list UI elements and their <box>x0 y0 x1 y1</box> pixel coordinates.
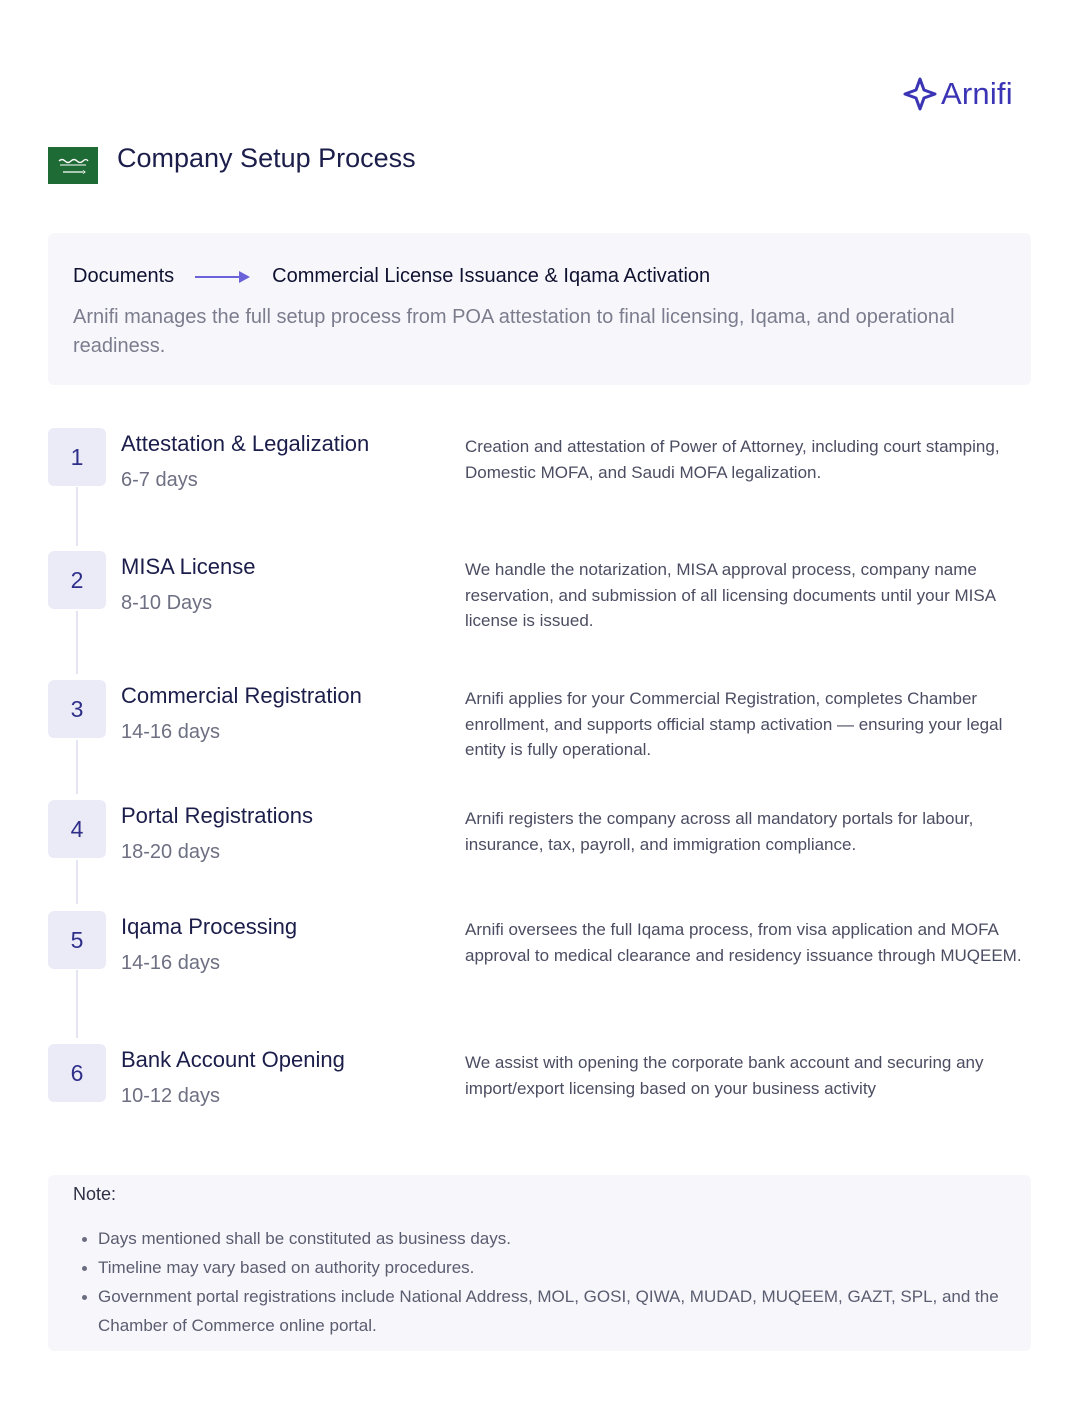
step-connector <box>76 970 78 1038</box>
step-title: Attestation & Legalization <box>121 431 370 456</box>
step-description: We handle the notarization, MISA approval process, company name reservation, and submission of all licensing documents until your MISA license is issued. <box>465 560 996 630</box>
brand-logo <box>903 74 1013 114</box>
step-number-badge: 1 <box>48 428 106 486</box>
flow-start-label: Documents <box>73 265 175 287</box>
overview-description: Arnifi manages the full setup process from POA attestation to final licensing, Iqama, and operational readiness. <box>73 306 955 357</box>
step-number-badge: 6 <box>48 1044 106 1102</box>
process-overview-panel <box>48 233 1031 385</box>
step-description: Arnifi registers the company across all mandatory portals for labour, insurance, tax, payroll, and immigration compliance. <box>465 809 974 854</box>
step-duration: 18-20 days <box>121 841 220 863</box>
note-item: Government portal registrations include National Address, MOL, GOSI, QIWA, MUDAD, MUQEEM, GAZT, SPL, and the Chamber of Commerce online portal. <box>80 1282 1010 1340</box>
step-duration: 14-16 days <box>121 952 220 974</box>
step-number-badge: 4 <box>48 800 106 858</box>
step-duration: 14-16 days <box>121 721 220 743</box>
arnifi-star-icon <box>903 77 937 111</box>
step-title: Bank Account Opening <box>121 1047 345 1072</box>
note-item: Timeline may vary based on authority procedures. <box>80 1253 1010 1282</box>
flow-end-label: Commercial License Issuance & Iqama Activation <box>272 265 711 287</box>
step-description: Arnifi applies for your Commercial Registration, completes Chamber enrollment, and supports official stamp activation — ensuring your legal entity is fully operational. <box>465 689 1003 759</box>
note-item: Days mentioned shall be constituted as business days. <box>80 1224 1010 1253</box>
step-title: Portal Registrations <box>121 803 313 828</box>
step-number-badge: 2 <box>48 551 106 609</box>
step-connector <box>76 740 78 794</box>
arrow-right-icon <box>195 270 251 284</box>
step-description: Arnifi oversees the full Iqama process, from visa application and MOFA approval to medical clearance and residency issuance through MUQEEM. <box>465 920 1022 965</box>
step-duration: 8-10 Days <box>121 592 213 614</box>
process-flow <box>73 265 710 288</box>
step-connector <box>76 487 78 546</box>
saudi-arabia-flag-icon <box>48 147 98 184</box>
step-title: Iqama Processing <box>121 914 298 939</box>
step-description: We assist with opening the corporate bank account and securing any import/export licensing based on your business activity <box>465 1053 984 1098</box>
step-duration: 10-12 days <box>121 1085 220 1107</box>
page-title: Company Setup Process <box>117 143 416 173</box>
note-list <box>80 1224 1010 1340</box>
step-title: Commercial Registration <box>121 683 362 708</box>
step-connector <box>76 860 78 904</box>
step-duration: 6-7 days <box>121 469 198 491</box>
step-title: MISA License <box>121 554 256 579</box>
step-number-badge: 3 <box>48 680 106 738</box>
note-title: Note: <box>73 1184 117 1204</box>
brand-name: Arnifi <box>941 76 1013 111</box>
step-number-badge: 5 <box>48 911 106 969</box>
step-connector <box>76 611 78 674</box>
step-description: Creation and attestation of Power of Attorney, including court stamping, Domestic MOFA, and Saudi MOFA legalization. <box>465 437 1000 482</box>
note-panel <box>48 1175 1031 1351</box>
